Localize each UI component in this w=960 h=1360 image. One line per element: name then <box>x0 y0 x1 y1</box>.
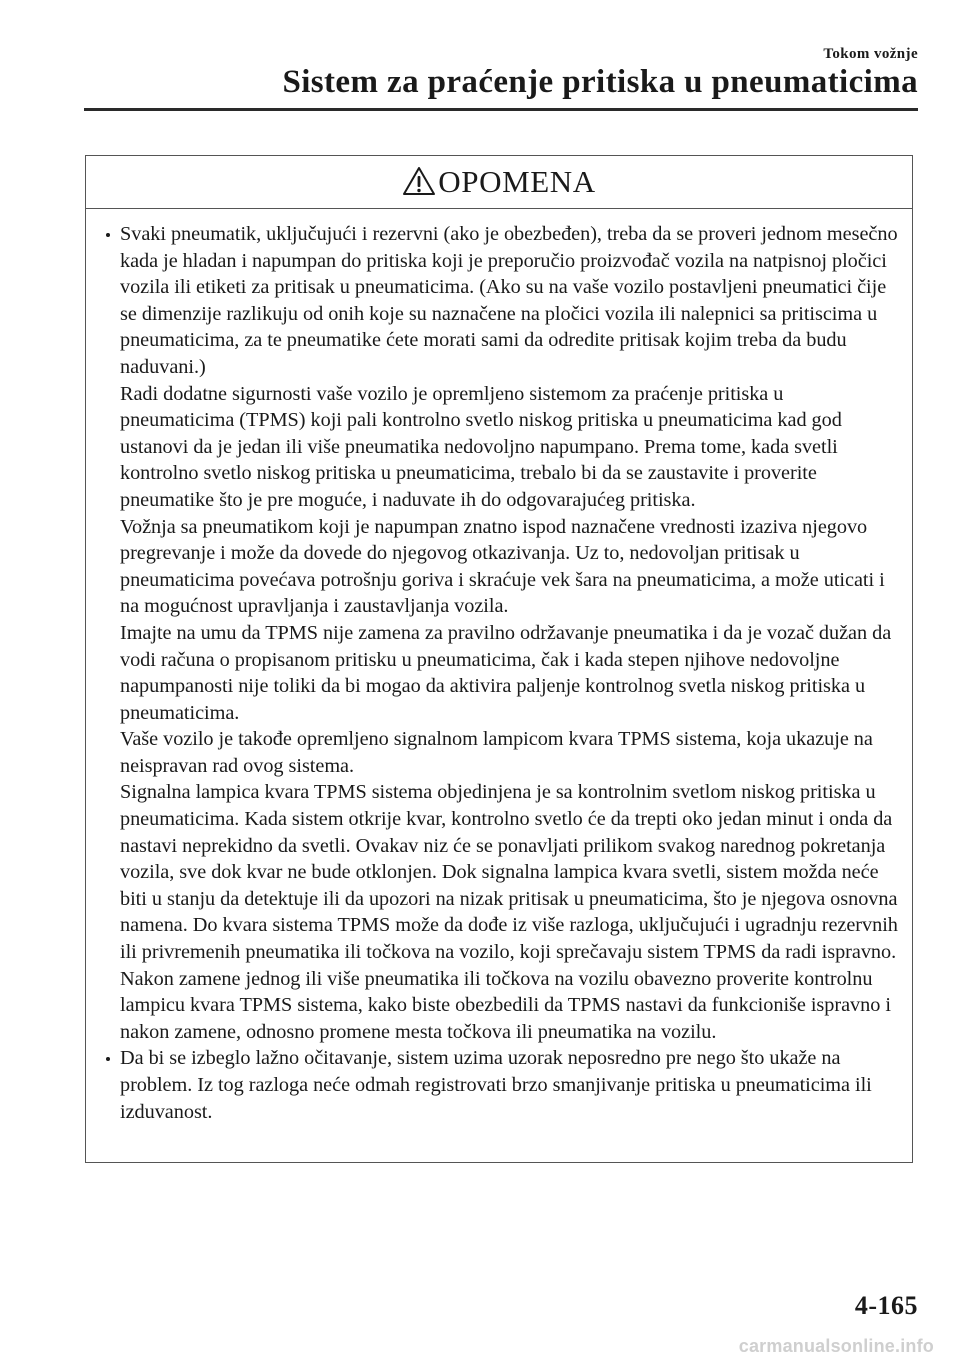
bullet-dot <box>106 1057 110 1061</box>
page-number: 4-165 <box>854 1291 918 1320</box>
paragraph: Signalna lampica kvara TPMS sistema objedinjena je sa kontrolnim svetlom niskog pritiska u pneumaticima. Kada sistem otkrije kvar, kontrolno svetlo će da trepti oko jedan minut i onda da nastavi neprekidno da svetli. Ovakav niz će se ponavljati prilikom svakog narednog pokretanja vozila, sve dok kvar ne bude otklonjen. Dok signalna lampica kvara svetli, sistem možda neće biti u stanju da detektuje ili da upozori na nizak pritisak u pneumaticima, što je njegova osnovna namena. Do kvara sistema TPMS može da dođe iz više razloga, uključujući i ugradnju rezervnih ili privremenih pneumatika ili točkova na vozilo, koji sprečavaju sistem TPMS da radi ispravno. Nakon zamene jednog ili više pneumatika ili točkova na vozilu obavezno proverite kontrolnu lampicu kvara TPMS sistema, kako biste obezbedili da TPMS nastavi da funkcioniše ispravno i nakon zamene, odnosno promene mesta točkova ili pneumatika na vozilu. <box>120 781 898 1043</box>
warning-title: OPOMENA <box>438 164 596 199</box>
bullet-item <box>102 221 900 1045</box>
page-header <box>0 0 960 110</box>
bullet-item <box>102 1045 900 1125</box>
paragraph: Radi dodatne sigurnosti vaše vozilo je opremljeno sistemom za praćenje pritiska u pneumaticima (TPMS) koji pali kontrolno svetlo niskog pritiska u pneumaticima kad god ustanovi da je jedan ili više pneumatika nedovoljno napumpano. Prema tome, kada svetli kontrolno svetlo niskog pritiska u pneumaticima, trebalo bi da se zaustavite i proverite pneumatike što je pre moguće, i naduvate ih do odgovarajućeg pritiska. <box>120 382 842 511</box>
warning-header <box>86 156 912 209</box>
warning-box <box>85 155 913 1163</box>
paragraph: Svaki pneumatik, uključujući i rezervni (ako je obezbeđen), treba da se proveri jednom mesečno kada je hladan i napumpan do pritiska koji je preporučio proizvođač vozila na natpisnoj pločici vozila ili etiketi za pritisak u pneumaticima. (Ako su na vaše vozilo postavljeni pneumatici čije se dimenzije razlikuju od onih koje su naznačene na pločici vozila ili nalepnici sa pritiscima u pneumaticima, za te pneumatike ćete morati sami da odredite pritisak kojim treba da budu naduvani.) <box>120 223 898 378</box>
warning-triangle-icon <box>402 166 436 196</box>
warning-body <box>86 209 912 1125</box>
header-rule <box>84 108 918 111</box>
paragraph: Da bi se izbeglo lažno očitavanje, sistem uzima uzorak neposredno pre nego što ukaže na problem. Iz tog razloga neće odmah registrovati brzo smanjivanje pritiska u pneumaticima ili izduvanost. <box>120 1047 872 1123</box>
page-title: Sistem za praćenje pritiska u pneumaticima <box>282 64 918 100</box>
section-label: Tokom vožnje <box>823 46 918 62</box>
paragraph: Imajte na umu da TPMS nije zamena za pravilno održavanje pneumatika i da je vozač dužan da vodi računa o propisanom pritisku u pneumaticima, čak i kada stepen njihove nedovoljne napumpanosti nije toliki da bi mogao da aktivira paljenje kontrolnog svetla niskog pritiska u pneumaticima. <box>120 621 892 724</box>
watermark: carmanualsonline.info <box>738 1336 934 1356</box>
bullet-dot <box>106 233 110 237</box>
paragraph: Vožnja sa pneumatikom koji je napumpan znatno ispod naznačene vrednosti izaziva njegovo pregrevanje i može da dovede do njegovog otkazivanja. Uz to, nedovoljan pritisak u pneumaticima povećava potrošnju goriva i skraćuje vek šara na pneumaticima, a može uticati i na mogućnost upravljanja i zaustavljanja vozila. <box>120 515 885 618</box>
paragraph: Vaše vozilo je takođe opremljeno signalnom lampicom kvara TPMS sistema, koja ukazuje na neispravan rad ovog sistema. <box>120 728 873 777</box>
